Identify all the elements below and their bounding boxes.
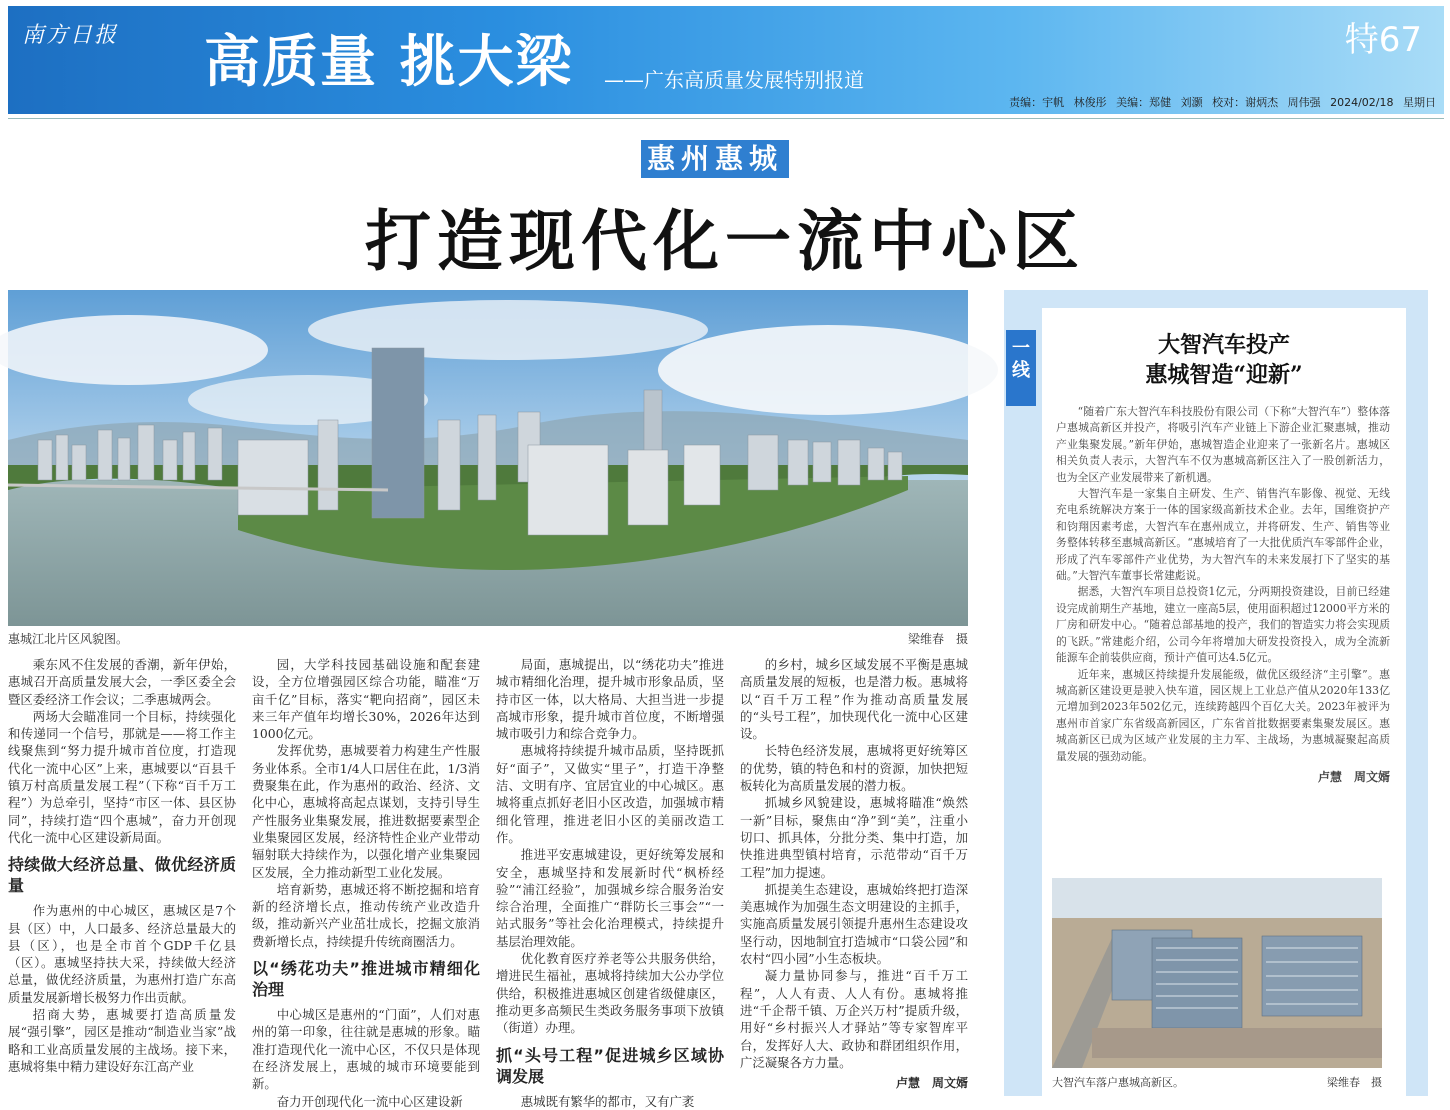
paragraph: 抓提美生态建设，惠城始终把打造深美惠城作为加强生态文明建设的主抓手，实施高质量发展引领提升惠州生态建设攻坚行动，因地制宜打造城市“口袋公园”和农村“四小园”小生态板块。 [740, 881, 968, 967]
paragraph: 局面，惠城提出，以“绣花功夫”推进城市精细化治理，提升城市形象品质，坚持市区一体，以大格局、大担当进一步提高城市形象，提升城市首位度，不断增强城市吸引力和综合竞争力。 [496, 657, 724, 742]
masthead-banner [8, 6, 1444, 114]
section-heading: 持续做大经济总量、做优经济质量 [8, 855, 236, 896]
paragraph: 大智汽车是一家集自主研发、生产、销售汽车影像、视觉、无线充电系统解决方案于一体的国家级高新技术企业。去年，国维资护产和钧翔因素考虑，大智汽车在惠州成立，并将研发、生产、销售等业务整体转移至惠城高新区。“惠城培育了一大批优质汽车零部件企业，形成了汽车零部件产业优势，为大智汽车的未来发展打下了坚实的基础。”大智汽车董事长常建彪说。 [1056, 487, 1390, 583]
paragraph: 惠城既有繁华的都市，又有广袤 [520, 1093, 695, 1109]
paragraph: 推进平安惠城建设，更好统筹发展和安全，惠城坚持和发展新时代“枫桥经验”“浦江经验”，加强城乡综合服务治安综合治理，全面推广“群防长三事会”“一站式服务”等社会化治理模式，持续提升基层治理效能。 [496, 847, 724, 949]
paragraph: 发挥优势，惠城要着力构建生产性服务业体系。全市1/4人口居住在此，1/3消费聚集在此，作为惠州的政治、经济、文化中心，惠城将高起点谋划，支持引导生产性服务业集聚发展，推进数据要素型企业集聚园区发展，经济特性企业产业带动辐射联大持续作为，以强化增产业集聚园区发展，全力推动新型工业化发展。 [252, 743, 480, 880]
paragraph: 奋力开创现代化一流中心区建设新 [276, 1093, 463, 1109]
sidebar-photo-caption: 大智汽车落户惠城高新区。 [1052, 1076, 1184, 1089]
paragraph: 的乡村，城乡区域发展不平衡是惠城高质量发展的短板，也是潜力板。惠城将以“百千万工程”作为推动高质量发展的“头号工程”，加快现代化一流中心区建设。 [740, 657, 968, 742]
city-skyline-image [8, 290, 968, 626]
paragraph: 优化教育医疗养老等公共服务供给，增进民生福祉，惠城将持续加大公办学位供给，积极推进惠城区创建省级健康区，推动更多高频民生类政务服务事项下放镇（街道）办理。 [496, 951, 724, 1036]
sidebar-body [1056, 404, 1390, 840]
editorial-credits [1003, 94, 1436, 110]
paragraph: 两场大会瞄准同一个目标，持续强化和传递同一个信号，那就是——将工作主线聚焦到“努力提升城市首位度，打造现代化一流中心区”上来，惠城要以“百县千镇万村高质量发展工程”（下称“百千万工程”）为总牵引，坚持“市区一体、县区协同”，持续打造“四个惠城”，奋力开创现代化一流中心区建设新局面。 [8, 708, 236, 845]
paragraph: 培育新势，惠城还将不断挖掘和培育新的经济增长点，推动传统产业改造升级，推动新兴产业茁壮成长，挖掘文旅消费新增长点，持续提升传统商圈活力。 [252, 881, 480, 949]
sidebar-photo-credit: 梁维春 摄 [1327, 1076, 1382, 1089]
sidebar-title-line: 大智汽车投产 [1157, 332, 1290, 358]
paragraph: 凝力量协同参与，推进“百千万工程”，人人有责、人人有份。惠城将推进“千企帮千镇、万企兴万村”提质升级，用好“乡村振兴人才驿站”等专家智库平台，发挥好人大、政协和群团组织作用，广泛凝聚各方力量。 [740, 968, 968, 1070]
paragraph: 近年来，惠城区持续提升发展能级，做优区级经济“主引擎”。惠城高新区建设更是驶入快车道，园区规上工业总产值从2020年133亿元增加到2023年502亿元，连续跨越四个百亿大关。2023年被评为惠州市首家广东省级高新园区，广东省首批数据要素集聚发展区。惠城高新区已成为区域产业发展的主力军、主战场，为惠城凝聚起高质量发展的强劲动能。 [1056, 667, 1390, 763]
article-body [8, 656, 968, 1109]
sidebar-photo [1052, 878, 1382, 1068]
credit-date: 2024/02/18 [1330, 96, 1394, 109]
paragraph: 中心城区是惠州的“门面”，人们对惠州的第一印象，往往就是惠城的形象。瞄准打造现代化一流中心区，不仅只是体现在经济发展上，惠城的城市环境要能到新。 [252, 1007, 480, 1092]
main-photo [8, 290, 968, 626]
newspaper-logo: 南方日报 [22, 23, 119, 48]
article-column-2 [252, 656, 480, 1109]
paragraph: 园，大学科技园基础设施和配套建设，全方位增强园区综合功能，瞄准“万亩千亿”目标，落实“靶向招商”，园区未来三年产值年均增长30%，2026年达到1000亿元。 [252, 657, 480, 742]
sidebar-title [1042, 330, 1406, 390]
credit-item: 周伟强 [1287, 96, 1321, 109]
credit-item: 责编：宇帆 [1009, 96, 1065, 109]
credit-weekday: 星期日 [1403, 96, 1436, 109]
section-heading: 以“绣花功夫”推进城市精细化治理 [252, 959, 480, 1000]
paragraph: 招商大势，惠城要打造高质量发展“强引擎”，园区是推动“制造业当家”战略和工业高质量发展的主战场。接下来，惠城将集中精力建设好东江高产业 [8, 1007, 236, 1074]
industrial-park-image [1052, 878, 1382, 1068]
credit-item: 美编：郑健 [1116, 96, 1172, 109]
article-column-4 [740, 656, 968, 1092]
paragraph: 惠城将持续提升城市品质，坚持既抓好“面子”，又做实“里子”，打造干净整洁、文明有序、宜居宜业的中心城区。惠城将重点抓好老旧小区改造，加强城市精细化管理，推进老旧小区的美丽改造工作。 [496, 743, 724, 845]
main-photo-credit: 梁维春 摄 [907, 632, 968, 646]
paragraph: 据悉，大智汽车项目总投资1亿元，分两期投资建设，目前已经建设完成前期生产基地，建立一座高5层，使用面积超过12000平方米的厂房和研发中心。“随着总部基地的投产，我们的智造实力将会实现质的飞跃。”常建彪介绍，公司今年将增加大研发投资投入，成为全流新能源车企前装供应商，预计产值可达4.5亿元。 [1056, 585, 1390, 665]
credit-item: 校对：谢炳杰 [1212, 96, 1279, 109]
sidebar-photo-caption-row [1052, 1074, 1382, 1090]
paragraph: 抓城乡风貌建设，惠城将瞄准“焕然一新”目标，聚焦由“净”到“美”，注重小切口、抓具体，分批分类、集中打造，加快推进典型镇村培育，示范带动“百千万工程”加力提速。 [740, 795, 968, 880]
sidebar-byline: 卢慧 周文婿 [1317, 769, 1390, 784]
paragraph: 作为惠州的中心城区，惠城区是7个县（区）中，人口最多、经济总量最大的县（区），也是全市首个GDP千亿县（区）。惠城坚持扶大采，持续做大经济总量，做优经济质量，为惠州打造广东高质量发展新增长极努力作出贡献。 [8, 903, 236, 1005]
sidebar-title-line: 惠城智造“迎新” [1145, 362, 1303, 388]
main-photo-caption: 惠城江北片区风貌图。 [8, 632, 129, 646]
article-column-1 [8, 656, 236, 1092]
sidebar-tag: 一线 [1006, 330, 1036, 406]
article-kicker: 惠州惠城 [641, 140, 789, 178]
article-byline: 卢慧 周文婿 [895, 1076, 968, 1091]
main-photo-caption-row [8, 630, 968, 648]
section-subtitle: ——广东高质量发展特别报道 [604, 68, 864, 92]
section-heading: 抓“头号工程”促进城乡区域协调发展 [496, 1045, 724, 1086]
page-number: 特67 [1344, 20, 1422, 60]
header-divider [8, 118, 1444, 119]
article-column-3 [496, 656, 724, 1109]
paragraph: 长特色经济发展，惠城将更好统筹区的优势，镇的特色和村的资源，加快把短板转化为高质量发展的潜力板。 [740, 743, 968, 794]
article-title: 打造现代化一流中心区 [365, 202, 1085, 280]
credit-item: 林俊彤 [1073, 96, 1107, 109]
paragraph: 乘东风不住发展的香潮，新年伊始，惠城召开高质量发展大会，一季区委全会暨区委经济工作会议；二季惠城两会。 [8, 657, 236, 707]
section-headline: 高质量 挑大梁 [204, 30, 574, 95]
credit-item: 刘灏 [1180, 96, 1203, 109]
paragraph: “随着广东大智汽车科技股份有限公司（下称“大智汽车”）整体落户惠城高新区并投产，将吸引汽车产业链上下游企业汇聚惠城，推动产业集聚发展。”新年伊始，惠城智造企业迎来了一张新名片。惠城区相关负责人表示，大智汽车不仅为惠城高新区注入了一股创新活力，也为全区产业发展带来了新机遇。 [1056, 405, 1390, 484]
